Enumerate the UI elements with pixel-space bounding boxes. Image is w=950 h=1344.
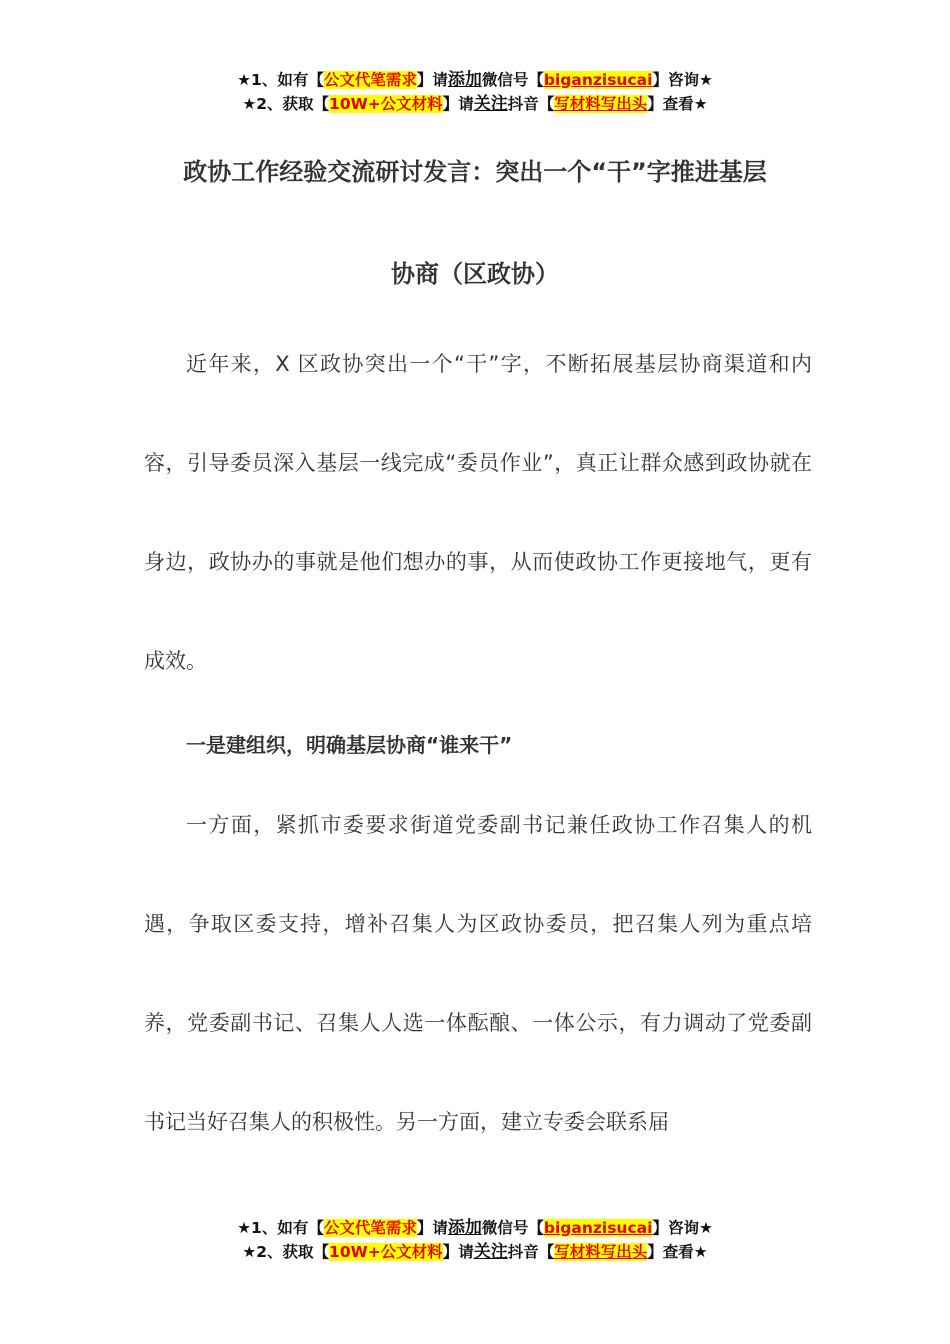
notice-line-1: ★1、如有【公文代笔需求】请添加微信号【biganzisucai】咨询★: [237, 70, 713, 90]
highlight-materials: 10W+公文材料: [329, 95, 443, 113]
douyin-account[interactable]: 写材料写出头: [554, 95, 648, 113]
notice-line-2: ★2、获取【10W+公文材料】请关注抖音【写材料写出头】查看★: [242, 94, 708, 114]
section-heading: 一是建组织，明确基层协商“谁来干”: [186, 733, 513, 757]
highlight-service: 公文代笔需求: [323, 1219, 417, 1237]
notice-line-2: ★2、获取【10W+公文材料】请关注抖音【写材料写出头】查看★: [242, 1242, 708, 1262]
wechat-id[interactable]: biganzisucai: [543, 1219, 653, 1237]
section-paragraph: 一方面，紧抓市委要求街道党委副书记兼任政协工作召集人的机遇，争取区委支持，增补召集人为区政协委员，把召集人列为重点培养，党委副书记、召集人人选一体酝酿、一体公示，有力调动了党委副书记当好召集人的积极性。另一方面，建立专委会联系届: [144, 813, 812, 1134]
header-notice: [0, 68, 950, 116]
highlight-service: 公文代笔需求: [323, 71, 417, 89]
wechat-id[interactable]: biganzisucai: [543, 71, 653, 89]
document-title-cont: 协商（区政协）: [391, 260, 559, 288]
douyin-account[interactable]: 写材料写出头: [554, 1243, 648, 1261]
highlight-materials: 10W+公文材料: [329, 1243, 443, 1261]
footer-notice: [0, 1216, 950, 1264]
document-title: 政协工作经验交流研讨发言：突出一个“干”字推进基层: [183, 158, 767, 186]
notice-line-1: ★1、如有【公文代笔需求】请添加微信号【biganzisucai】咨询★: [237, 1218, 713, 1238]
intro-paragraph: 近年来，X 区政协突出一个“干”字，不断拓展基层协商渠道和内容，引导委员深入基层一线完成“委员作业”，真正让群众感到政协就在身边，政协办的事就是他们想办的事，从而使政协工作更接地气，更有成效。: [144, 352, 812, 673]
